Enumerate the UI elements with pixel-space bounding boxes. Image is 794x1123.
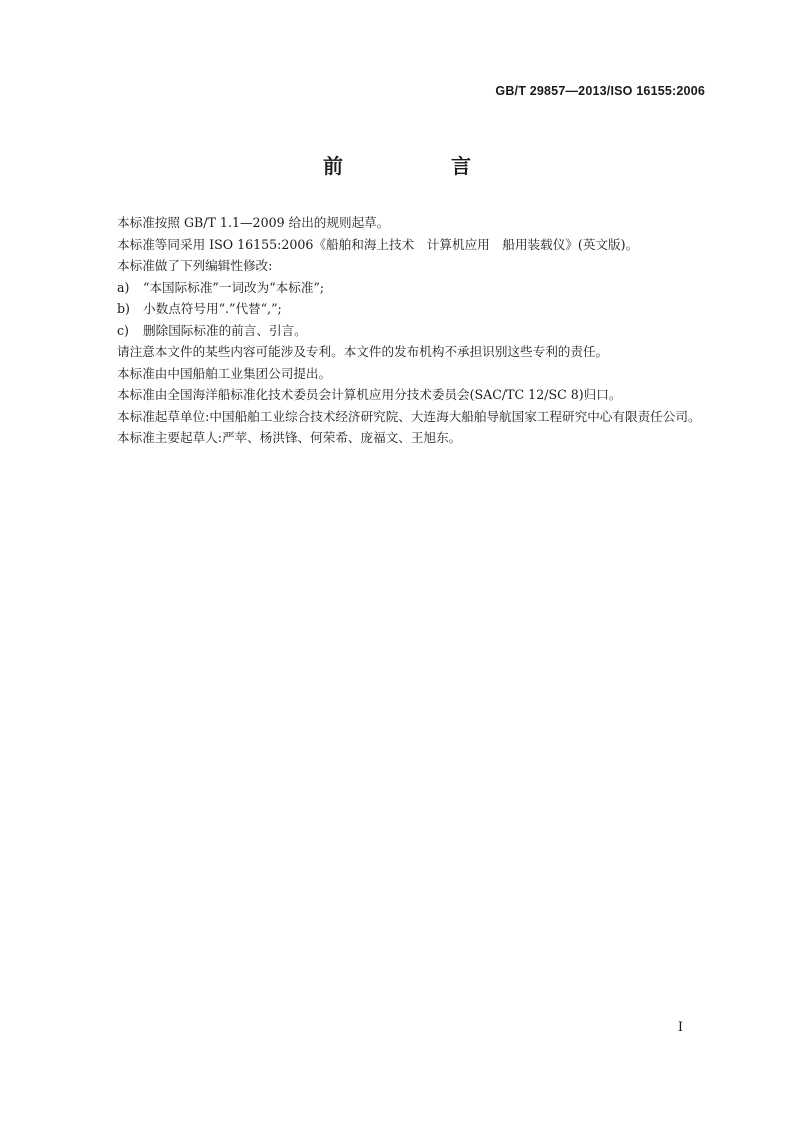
page-title: 前 言 — [323, 154, 515, 178]
paragraph-technical-committee: 本标准由全国海洋船标准化技术委员会计算机应用分技术委员会(SAC/TC 12/SC 8)归口。 — [117, 387, 622, 402]
paragraph-editorial-changes: 本标准做了下列编辑性修改: — [117, 258, 273, 273]
paragraph-proposer: 本标准由中国船舶工业集团公司提出。 — [117, 365, 332, 381]
list-item — [88, 277, 708, 299]
list-item-text: “本国际标准”一词改为“本标准”; — [143, 279, 325, 295]
list-marker: c) — [117, 322, 129, 338]
paragraph-drafting-rules: 本标准按照 GB/T 1.1—2009 给出的规则起草。 — [117, 215, 390, 230]
page-number: I — [677, 1020, 683, 1035]
list-item-text: 删除国际标准的前言、引言。 — [143, 322, 307, 338]
list-item-text: 小数点符号用“.”代替“,”; — [143, 301, 282, 316]
standard-code-header: GB/T 29857—2013/ISO 16155:2006 — [495, 84, 705, 98]
list-item — [88, 298, 708, 320]
paragraph-adoption: 本标准等同采用 ISO 16155:2006《船舶和海上技术 计算机应用 船用装载仪》(英文版)。 — [117, 236, 639, 252]
foreword-body — [88, 212, 708, 449]
list-item — [88, 320, 708, 342]
list-marker: b) — [117, 301, 130, 316]
paragraph-drafting-organizations: 本标准起草单位:中国船舶工业综合技术经济研究院、大连海大船舶导航国家工程研究中心有限责任公司。 — [117, 408, 701, 424]
paragraph-patent-notice: 请注意本文件的某些内容可能涉及专利。本文件的发布机构不承担识别这些专利的责任。 — [117, 344, 609, 359]
paragraph-drafters: 本标准主要起草人:严苹、杨洪锋、何荣希、庞福文、王旭东。 — [117, 430, 462, 445]
list-marker: a) — [117, 279, 130, 295]
